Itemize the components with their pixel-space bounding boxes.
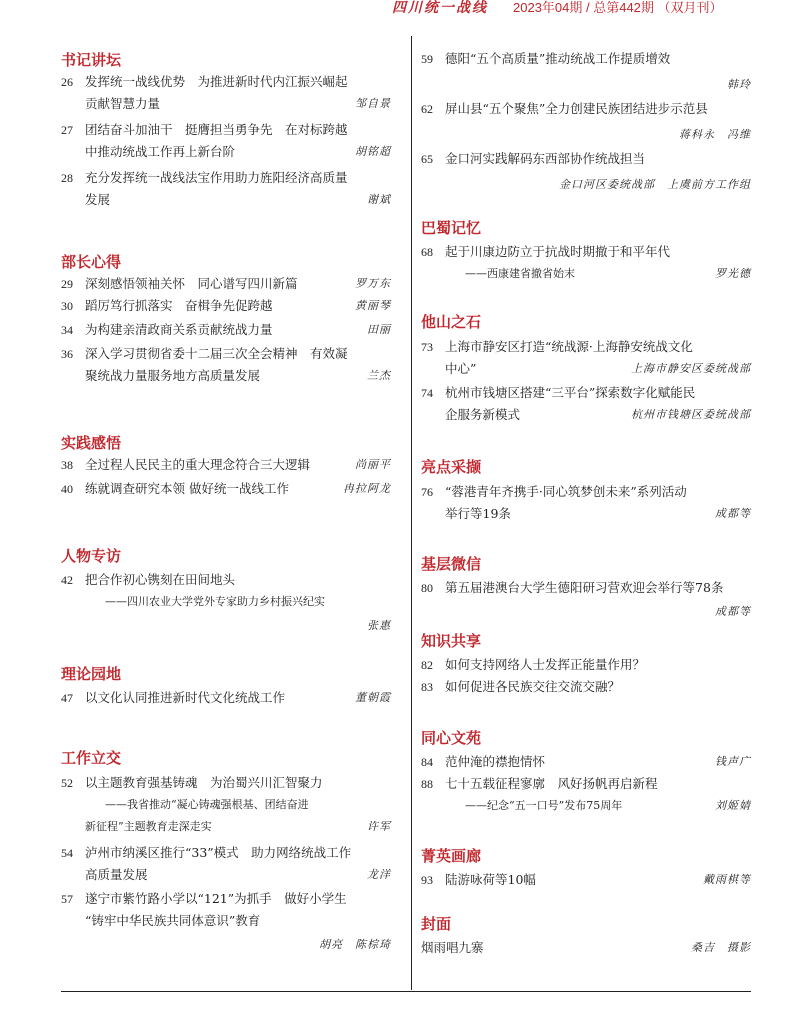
section-zhishi-gongxiang: [421, 630, 751, 698]
toc-entry[interactable]: [421, 869, 751, 891]
toc-entry[interactable]: [421, 98, 751, 146]
entry-author: 黄丽琴: [349, 295, 391, 317]
toc-entry[interactable]: [421, 773, 751, 817]
entry-title-line2: 中推动统战工作再上新台阶: [85, 144, 236, 159]
entry-title: 烟雨唱九寨: [421, 940, 484, 955]
section-gongzuo-lijiao: [61, 747, 391, 956]
entry-author: 杭州市钱塘区委统战部: [625, 404, 751, 426]
entry-author: 董朝霞: [349, 687, 391, 709]
section-title: 工作立交: [61, 749, 122, 767]
column-divider: [411, 36, 412, 990]
entry-title: 充分发挥统一战线法宝作用助力旌阳经济高质量: [85, 170, 348, 185]
section-fengmian: [421, 913, 751, 959]
entry-title: 遂宁市紫竹路小学以“121”为抓手 做好小学生: [85, 891, 347, 906]
page-number: 34: [61, 323, 73, 337]
toc-entry[interactable]: [421, 577, 751, 623]
entry-author: 桑吉 摄影: [685, 937, 751, 959]
toc-entry[interactable]: [421, 751, 751, 773]
page-number: 36: [61, 347, 73, 361]
page-number: 38: [61, 458, 73, 472]
entry-author: 上海市静安区委统战部: [625, 358, 751, 380]
page-number: 29: [61, 277, 73, 291]
entry-title: 以主题教育强基铸魂 为治蜀兴川汇智聚力: [85, 775, 323, 790]
page-number: 28: [61, 171, 73, 185]
entry-author: 尚丽平: [349, 454, 391, 476]
page-number: 40: [61, 482, 73, 496]
entry-subtitle: ——西康建省撤省始末: [465, 267, 575, 280]
section-shijian-ganwu: [61, 432, 391, 500]
entry-subtitle: ——我省推动“凝心铸魂强根基、团结奋进: [105, 798, 309, 811]
entry-title: 陆游咏荷等10幅: [445, 872, 536, 887]
toc-entry[interactable]: [61, 687, 391, 709]
entry-title: 第五届港澳台大学生德阳研习营欢迎会举行等78条: [445, 580, 724, 595]
section-renwu-zhuanfang: [61, 545, 391, 637]
section-title: 同心文苑: [421, 729, 482, 747]
entry-title: 深入学习贯彻省委十二届三次全会精神 有效凝: [85, 346, 348, 361]
entry-title-line2: 企服务新模式: [445, 407, 521, 422]
page-number: 93: [421, 873, 433, 887]
toc-entry[interactable]: [61, 569, 391, 637]
entry-title-line2: 贡献智慧力量: [85, 96, 161, 111]
entry-title: 德阳“五个高质量”推动统战工作提质增效: [445, 51, 671, 66]
section-title: 他山之石: [421, 313, 482, 331]
magazine-masthead: 四川统一战线: [392, 0, 488, 16]
entry-author: 戴雨棋等: [697, 869, 751, 891]
entry-title-line2: “铸牢中华民族共同体意识”教育: [85, 913, 261, 928]
entry-author: 田丽: [361, 319, 391, 341]
toc-entry[interactable]: [61, 343, 391, 387]
entry-author: 许军: [361, 816, 391, 838]
entry-title: 如何促进各民族交往交流交融？: [445, 679, 621, 694]
page-number: 54: [61, 846, 73, 860]
section-shuji-jiangtan: [61, 49, 391, 211]
section-title: 知识共享: [421, 632, 482, 650]
page-number: 82: [421, 658, 433, 672]
entry-title: 金口河实践解码东西部协作统战担当: [445, 151, 646, 166]
page-number: 30: [61, 299, 73, 313]
page-number: 47: [61, 691, 73, 705]
entry-subtitle-line2: 新征程”主题教育走深走实: [85, 820, 212, 833]
page-number: 59: [421, 52, 433, 66]
toc-entry[interactable]: [61, 478, 391, 500]
entry-title-line2: 发展: [85, 192, 111, 207]
page-header: [0, 0, 800, 16]
entry-title: 练就调查研究本领 做好统一战线工作: [85, 481, 289, 496]
section-title: 理论园地: [61, 665, 122, 683]
entry-title: 杭州市钱塘区搭建“三平台”探索数字化赋能民: [445, 385, 696, 400]
section-tashan-zhishi: [421, 311, 751, 426]
section-title: 书记讲坛: [61, 51, 122, 69]
toc-entry[interactable]: [61, 842, 391, 886]
section-jingying-hualang: [421, 845, 751, 891]
entry-author: 冉拉阿龙: [337, 478, 391, 500]
entry-author: 刘姬婧: [709, 795, 751, 817]
entry-title: 为构建亲清政商关系贡献统战力量: [85, 322, 273, 337]
section-gongzuo-lijiao-cont: [421, 48, 751, 196]
section-jiceng-weixin: [421, 553, 751, 623]
entry-author: 钱声广: [709, 751, 751, 773]
page-number: 74: [421, 386, 433, 400]
toc-entry[interactable]: [61, 888, 391, 956]
entry-author: 兰杰: [361, 365, 391, 387]
page-number: 57: [61, 892, 73, 906]
toc-entry[interactable]: [61, 454, 391, 476]
page-number: 42: [61, 573, 73, 587]
toc-entry[interactable]: [421, 48, 751, 96]
entry-title: 把合作初心镌刻在田间地头: [85, 572, 236, 587]
section-tongxin-wenyuan: [421, 727, 751, 817]
section-title: 巴蜀记忆: [421, 219, 482, 237]
section-title: 亮点采撷: [421, 458, 482, 476]
section-title: 菁英画廊: [421, 847, 482, 865]
entry-title: 七十五载征程寥廓 风好扬帆再启新程: [445, 776, 658, 791]
entry-title: 范仲淹的襟抱情怀: [445, 754, 546, 769]
toc-entry[interactable]: [421, 654, 751, 676]
entry-author: 金口河区委统战部 上虞前方工作组: [559, 178, 751, 191]
page-number: 84: [421, 755, 433, 769]
toc-entry[interactable]: [61, 167, 391, 211]
entry-author: 谢斌: [361, 189, 391, 211]
issue-info: 2023年04期 / 总第442期 （双月刊）: [513, 0, 723, 15]
page-number: 80: [421, 581, 433, 595]
toc-entry[interactable]: [421, 148, 751, 196]
toc-entry[interactable]: [61, 71, 391, 115]
entry-title: 发挥统一战线优势 为推进新时代内江振兴崛起: [85, 74, 348, 89]
page-number: 27: [61, 123, 73, 137]
section-title: 基层微信: [421, 555, 482, 573]
entry-title-line2: 中心”: [445, 361, 477, 376]
toc-entry[interactable]: [61, 119, 391, 163]
page-number: 88: [421, 777, 433, 791]
entry-subtitle: ——四川农业大学党外专家助力乡村振兴纪实: [105, 595, 325, 608]
entry-title: 以文化认同推进新时代文化统战工作: [85, 690, 286, 705]
page-number: 26: [61, 75, 73, 89]
page-number: 65: [421, 152, 433, 166]
entry-author: 龙洋: [361, 864, 391, 886]
entry-title: 屏山县“五个聚焦”全力创建民族团结进步示范县: [445, 101, 708, 116]
entry-title: 泸州市纳溪区推行“33”模式 助力网络统战工作: [85, 845, 352, 860]
section-buzhang-xinde: [61, 251, 391, 387]
entry-author: 胡亮 陈棕琦: [319, 938, 391, 951]
entry-author: 蒋科永 冯维: [679, 128, 751, 141]
section-lilun-yuandi: [61, 663, 391, 709]
page-number: 52: [61, 776, 73, 790]
entry-title-line2: 聚统战力量服务地方高质量发展: [85, 368, 261, 383]
entry-title: 全过程人民民主的重大理念符合三大逻辑: [85, 457, 311, 472]
entry-title: 蹈厉笃行抓落实 奋楫争先促跨越: [85, 298, 273, 313]
entry-author: 罗万东: [349, 273, 391, 295]
entry-title: 上海市静安区打造“统战源·上海静安统战文化: [445, 339, 693, 354]
toc-entry[interactable]: [421, 241, 751, 285]
entry-title-line2: 举行等19条: [445, 506, 511, 521]
toc-entry[interactable]: [421, 481, 751, 525]
toc-entry[interactable]: [421, 937, 751, 959]
page-number: 68: [421, 245, 433, 259]
toc-entry[interactable]: [421, 336, 751, 380]
page-number: 83: [421, 680, 433, 694]
entry-author: 成都等: [715, 605, 751, 618]
section-title: 实践感悟: [61, 434, 122, 452]
entry-title: 起于川康边防立于抗战时期撤于和平年代: [445, 244, 671, 259]
section-bashu-jiyi: [421, 217, 751, 285]
section-title: 人物专访: [61, 547, 122, 565]
toc-entry[interactable]: [61, 273, 391, 295]
entry-author: 张惠: [367, 619, 391, 632]
entry-title: 团结奋斗加油干 挺膺担当勇争先 在对标跨越: [85, 122, 348, 137]
entry-author: 韩玲: [727, 78, 751, 91]
entry-title-line2: 高质量发展: [85, 867, 148, 882]
bottom-rule: [61, 991, 751, 992]
section-liangdian-caixie: [421, 456, 751, 525]
toc-entry[interactable]: [61, 295, 391, 317]
entry-author: 罗光德: [709, 263, 751, 285]
toc-entry[interactable]: [61, 319, 391, 341]
page-number: 76: [421, 485, 433, 499]
toc-entry[interactable]: [61, 772, 391, 838]
entry-subtitle: ——纪念“五一口号”发布75周年: [465, 799, 623, 812]
page-number: 62: [421, 102, 433, 116]
toc-entry[interactable]: [421, 676, 751, 698]
entry-author: 成都等: [709, 503, 751, 525]
entry-author: 邹自景: [349, 93, 391, 115]
entry-title: 如何支持网络人士发挥正能量作用？: [445, 657, 646, 672]
toc-entry[interactable]: [421, 382, 751, 426]
entry-title: 深刻感悟领袖关怀 同心谱写四川新篇: [85, 276, 298, 291]
section-title: 封面: [421, 915, 452, 933]
section-title: 部长心得: [61, 253, 122, 271]
entry-author: 胡铭超: [349, 141, 391, 163]
page-number: 73: [421, 340, 433, 354]
entry-title: “蓉港青年齐携手·同心筑梦创未来”系列活动: [445, 484, 687, 499]
